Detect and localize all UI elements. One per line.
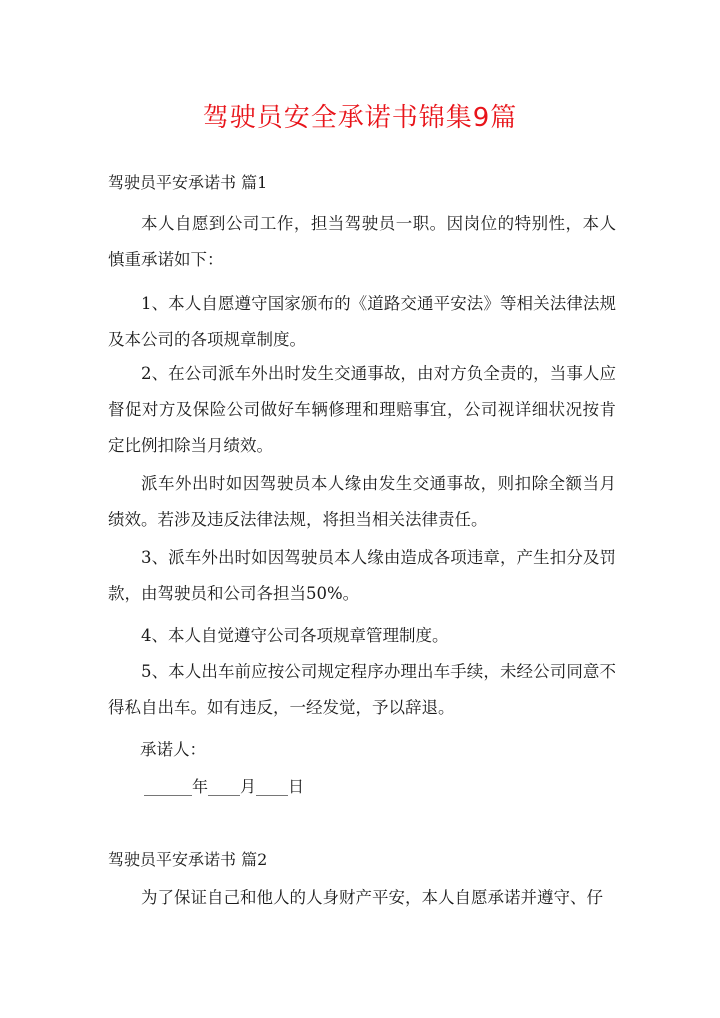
section-1-paragraph-item-2-continued: 派车外出时如因驾驶员本人缘由发生交通事故，则扣除全额当月绩效。若涉及违反法律法规，将担当相关法律责任。 (108, 474, 616, 529)
section-1-paragraph-item-1: 1、本人自愿遵守国家颁布的《道路交通平安法》等相关法律法规及本公司的各项规章制度。 (108, 294, 616, 349)
section-1-paragraph-item-5: 5、本人出车前应按公司规定程序办理出车手续，未经公司同意不得私自出车。如有违反，一经发觉，予以辞退。 (108, 662, 616, 717)
signer-label: 承诺人： (140, 740, 206, 759)
section-1-paragraph-item-2: 2、在公司派车外出时发生交通事故，由对方负全责的，当事人应督促对方及保险公司做好车辆修理和理赔事宜，公司视详细状况按肯定比例扣除当月绩效。 (108, 364, 616, 455)
section-1-paragraph-intro: 本人自愿到公司工作，担当驾驶员一职。因岗位的特别性，本人慎重承诺如下： (108, 214, 616, 269)
signature-date-line: ______年____月____日 (144, 777, 305, 796)
section-1-heading: 驾驶员平安承诺书 篇1 (108, 173, 268, 192)
section-2-paragraph-intro: 为了保证自己和他人的人身财产平安，本人自愿承诺并遵守、仔 (141, 888, 603, 907)
section-1-paragraph-item-3: 3、派车外出时如因驾驶员本人缘由造成各项违章，产生扣分及罚款，由驾驶员和公司各担当50%。 (108, 548, 616, 603)
document-title: 驾驶员安全承诺书锦集9篇 (202, 103, 518, 133)
section-1-paragraph-item-4: 4、本人自觉遵守公司各项规章管理制度。 (141, 626, 449, 645)
section-2-heading: 驾驶员平安承诺书 篇2 (108, 850, 268, 869)
